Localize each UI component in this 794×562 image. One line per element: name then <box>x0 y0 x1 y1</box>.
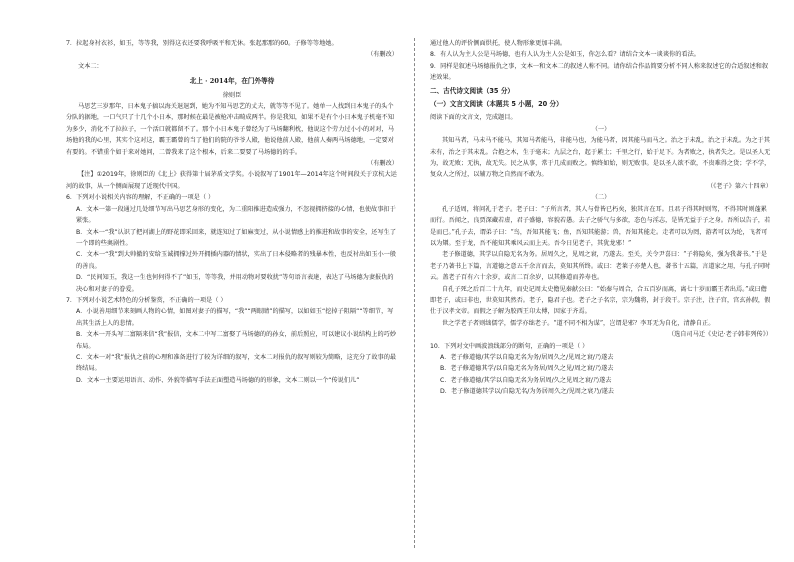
passage-2: 孔子适周，将问礼于老子。老子曰：“子所言者，其人与骨皆已朽矣，独其言在耳。且君子得其时则驾，不得其时则蓬累而行。吾闻之，良贾深藏若虚，君子盛德，容貌若愚。去子之骄气与多欲，态色与淫志，是皆无益于子之身。吾所以告子，若是而已。”孔子去，谓弟子曰：“鸟，吾知其能飞；鱼，吾知其能游；兽，吾知其能走。走者可以为罔，游者可以为纶，飞者可以为矰。至于龙，吾不能知其乘风云而上天。吾今日见老子，其犹龙邪！” <box>430 205 771 247</box>
source-note-1: （有删改） <box>367 51 398 59</box>
question-6-stem: 6．下列对小说相关内容的理解，不正确的一项是（ ） <box>66 194 215 202</box>
passage-1-label: （一） <box>591 125 611 133</box>
section-2-heading: 二、古代诗文阅读（35 分） <box>430 86 515 95</box>
question-7-stem: 7．下列对小说艺术特色的分析鉴赏，不正确的一项是（ ） <box>66 296 227 304</box>
text2-author: 徐则臣 <box>222 91 242 99</box>
question-6-option-a[interactable]: A．文本一第一段通过几处细节写出马思艺身形的变化，为二重阳推进造成强力，不忽视拥挤接的心情，也使故事扣于紧张。 <box>76 205 396 225</box>
text1-tail: 7．拉起身衬衣衫，如玉，等等我，别得这衣还要我呼吸平和无休。张起那那的60。子修等等地她。 <box>66 40 338 47</box>
text2-label: 文本二： <box>78 62 103 70</box>
passage-2c: 自孔子死之后百二十九年，而史记周太史儋见秦献公曰：“始秦与周合，合五百岁而离，离七十岁而霸王者出焉。”或曰儋即老子，或曰非也，世莫知其然否。老子，隐君子也。老子之子名宗，宗为魏将，封于段干。宗子注，注子宫，宫玄孙假，假仕于汉孝文帝。而假之子解为胶西王卬太傅，因家于齐焉。 <box>430 285 771 316</box>
question-6-option-d[interactable]: D．“民间知玉，我这一生也何何得不了”如玉，等等我，并用动物对要收扰”等句语言表達，表达了马场德为妻报仇的决心和对妻子的眷爱。 <box>76 274 394 293</box>
question-7-option-c[interactable]: C．文本一对“我”报仇之前的心理和准备进行了较为详细的叙写，文本二对报仇的叙写则较为简略，这充分了故事的最终结局。 <box>76 353 397 373</box>
question-7-option-b[interactable]: B．文本一开头写二富隔来信“我”报信，文本二中写二富娶了马场德的的孙女，前后照应，可以建议小说结构上的巧妙布局。 <box>76 331 397 350</box>
passage-2-source: （选自司马迁《史记·老子韩非列传》） <box>667 331 772 339</box>
question-10-stem: 10．下列对文中画波浪线部分的断句，正确的一项是（ ） <box>430 342 589 350</box>
text2-paragraph: 马思艺三岁那年，日本鬼子搞以海关退退到，她为不知马思艺的丈夫，就等等不见了。她单一人找到日本鬼子的头个分队的据地，一口气只了十几个小日本，那时候在最是被枪冲击畸成两半。你是我知，如果不是有个小日本鬼子机毫不知为多少，消化不了拉拉子，一个活口就都留不了。那个小日本鬼子曾经为了马场翻利枕，他说这个劳力过小小的对对，马场他的我的心里，其实个这对这，霸王霸曾的当了他们的院的爷爷人殿，他说他前人殿，他前人奏两马场德地，一定要对有要的。不错重个如于来对她问，二曾我来了这个根本，后来二要要了马场德的的手。 <box>66 103 394 156</box>
right-column <box>430 38 772 398</box>
passage-2-label: （二） <box>591 194 611 202</box>
question-7-option-a[interactable]: A．小说善用细节来刻画人物的心情，如图对妻子的描写，“我”“两眼睛”的描写，以如如玉“挖掉子阻隔”“等细节，写出其生活上人的悲情。 <box>76 308 394 327</box>
reading-instruction: 阅读下面的文言文，完成题目。 <box>430 114 517 122</box>
question-9: 9．同样是叙述马场德报仇之事，文本一和文本二的叙述人称不同。请你结合作品简要分析不同人称来叙述它的合适叙述和叙述效果。 <box>430 62 769 82</box>
passage-1-source: （《老子》第六十四章） <box>707 182 772 190</box>
question-8: 8．有人认为主人公是马场德，也有人认为主人公是如玉，你怎么看？请结合文本一谈谈你的看法。 <box>430 51 700 59</box>
text2-title: 北上 · 2014年，在门外等待 <box>189 77 275 86</box>
passage-2d: 世之学老子者则绌儒学，儒学亦绌老子。“道不同不相为谋”，岂谓是邪？李耳无为自化，清静自正。 <box>442 319 715 327</box>
text2-analysis-tail: 通过他人的评价侧面烘托，使人物形象更加丰满。 <box>430 40 567 47</box>
column-divider <box>414 38 415 548</box>
question-6-option-c[interactable]: C．文本一“我”到大帅撤的安给玉诚拥撑过外开拥插内器的情状，实出了日本侵略者的残暴本性，也反衬出如玉小一般的善良。 <box>76 251 397 270</box>
question-10-option-b[interactable]: B．老子修道德其学/以自隐无名为务居/周久之见/周之衰/乃遂去 <box>440 365 614 373</box>
source-note-2: （有删改） <box>367 160 398 168</box>
question-6-option-b[interactable]: B．文本一“我”认识了把河湖上的野花即采回来，就连知过了如麻变过，从小说情感上的推进和故事的安全，还写生了一个即的些奥剧性。 <box>76 228 397 247</box>
question-10-option-a[interactable]: A．老子修道德/其学以自隐无名为务/居周久之/见周之衰/乃遂去 <box>440 353 614 361</box>
passage-2b: 老子修道德，其学以自隐无名为务。居周久之，见周之衰，乃遂去。至关，关令尹喜曰：“子将隐矣，强为我著书。”于是老子乃著书上下篇，言道德之意五千余言而去，莫知其所终。或曰：老莱子亦楚人也，著书十五篇，言道家之用，与孔子同时云。盖老子百有六十余岁，或言二百余岁，以其修道而养寿也。 <box>430 251 771 282</box>
annotation-note: 【注】①2019年，徐则臣的《北上》获得第十届茅盾文学奖。小说叙写了1901年—2014年这个时间段关于京杭大运河的故事，从一个侧面展现了近现代中国。 <box>66 171 397 190</box>
section-2-1-heading: （一）文言文阅读（本题共 5 小题，20 分） <box>430 100 563 109</box>
left-column <box>66 38 398 386</box>
question-10-option-d[interactable]: D．老子修道德其学以/自隐无名/为务居周久之/见周之衰乃/遂去 <box>440 388 614 396</box>
question-10-option-c[interactable]: C．老子修道德/其学以自隐无名为务居周/久之见周之衰/乃遂去 <box>440 376 612 384</box>
passage-1: 其知马者，马未马不能马，其知马者能马，非能马也，为能马者，因其能马而马之。治之于未乱，治之于未乱。为之于其未有，治之于其未乱。合抱之木，生于毫末；九层之台，起于累土；千里之行，始于足下。为者败之，执者失之。是以圣人无为，故无败；无执，故无失。民之从事，常于几成而败之。慎终如始，则无败事。是以圣人欲不欲，不贵难得之货；学不学，复众人之所过，以辅万物之自然而不敢为。 <box>430 137 771 179</box>
question-7-option-d[interactable]: D．文本一主要运用语言、动作、外貌等描写手法正面塑造马场德的的形象，文本二则以一个“传说们儿” <box>76 376 360 384</box>
